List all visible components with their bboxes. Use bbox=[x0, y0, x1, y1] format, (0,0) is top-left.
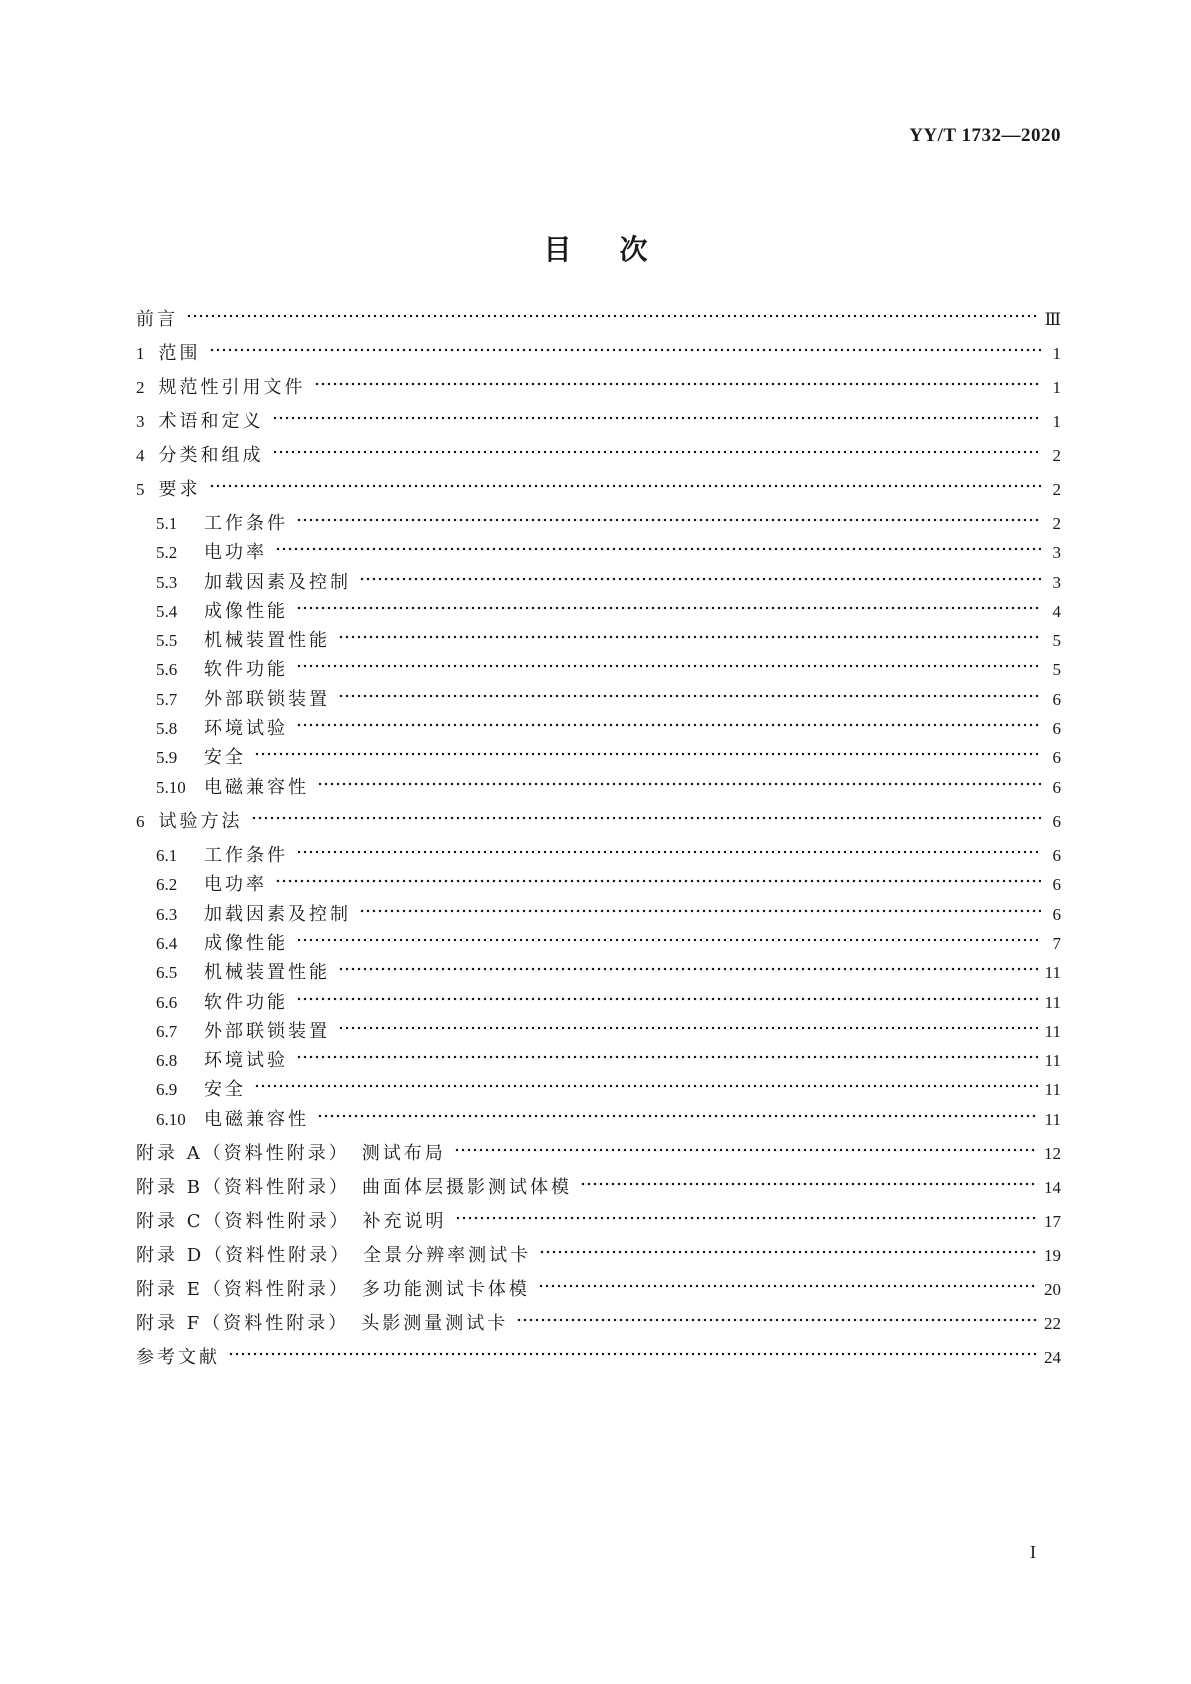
toc-entry-number: 6.4 bbox=[156, 934, 178, 953]
toc-leader-dots bbox=[296, 936, 1041, 944]
toc-entry-number: 5.1 bbox=[156, 514, 178, 533]
toc-entry-title: 电功率 bbox=[204, 542, 267, 563]
toc-entry-page: 6 bbox=[1052, 812, 1061, 831]
toc-entry[interactable] bbox=[136, 1209, 1061, 1235]
toc-entry[interactable] bbox=[156, 657, 1061, 683]
toc-leader-dots bbox=[338, 633, 1041, 641]
toc-entry[interactable] bbox=[156, 687, 1061, 713]
toc-entry-page: 2 bbox=[1052, 514, 1061, 533]
toc-entry-page: 7 bbox=[1052, 934, 1061, 953]
toc-entry-page: 5 bbox=[1052, 631, 1061, 650]
toc-entry-number: 6.5 bbox=[156, 963, 178, 982]
toc-entry-title: 安全 bbox=[204, 747, 246, 768]
toc-entry-number: 6.10 bbox=[156, 1110, 186, 1129]
toc-entry-number: 6.8 bbox=[156, 1051, 178, 1070]
toc-entry-number: 6 bbox=[136, 812, 145, 831]
toc-leader-dots bbox=[538, 1282, 1038, 1290]
toc-entry[interactable] bbox=[156, 902, 1061, 928]
toc-entry-page: 2 bbox=[1052, 480, 1061, 499]
toc-leader-dots bbox=[338, 692, 1041, 700]
toc-entry[interactable] bbox=[156, 1019, 1061, 1045]
toc-entry-page: 6 bbox=[1052, 748, 1061, 767]
toc-leader-dots bbox=[254, 750, 1041, 758]
toc-entry-page: 4 bbox=[1052, 602, 1061, 621]
toc-leader-dots bbox=[296, 662, 1041, 670]
toc-entry-page: 19 bbox=[1044, 1246, 1061, 1265]
toc-entry[interactable] bbox=[136, 809, 1061, 835]
toc-entry-page: 5 bbox=[1052, 660, 1061, 679]
toc-entry-title: 电磁兼容性 bbox=[204, 1109, 309, 1130]
toc-entry-title: 工作条件 bbox=[204, 513, 288, 534]
toc-entry-title: 软件功能 bbox=[204, 992, 288, 1013]
toc-entry-page: 11 bbox=[1044, 993, 1061, 1012]
toc-entry[interactable] bbox=[156, 540, 1061, 566]
toc-entry-number: 1 bbox=[136, 344, 145, 363]
toc-entry-page: 3 bbox=[1052, 543, 1061, 562]
toc-entry-title: 规范性引用文件 bbox=[158, 377, 306, 398]
toc-leader-dots bbox=[516, 1316, 1038, 1324]
toc-leader-dots bbox=[454, 1146, 1038, 1154]
toc-entry-page: 6 bbox=[1052, 690, 1061, 709]
toc-entry-number: 6.6 bbox=[156, 993, 178, 1012]
toc-entry-number: 5.9 bbox=[156, 748, 178, 767]
toc-entry-page: 6 bbox=[1052, 846, 1061, 865]
toc-entry-title: 附录 B（资料性附录） 曲面体层摄影测试体模 bbox=[136, 1177, 572, 1198]
toc-entry-title: 分类和组成 bbox=[158, 445, 264, 466]
toc-entry-title: 术语和定义 bbox=[158, 411, 264, 432]
toc-entry-page: 22 bbox=[1044, 1314, 1061, 1333]
toc-leader-dots bbox=[338, 1024, 1039, 1032]
toc-leader-dots bbox=[317, 780, 1041, 788]
toc-leader-dots bbox=[296, 848, 1041, 856]
toc-entry-number: 6.9 bbox=[156, 1080, 178, 1099]
toc-entry[interactable] bbox=[156, 1048, 1061, 1074]
toc-entry-title: 参考文献 bbox=[136, 1347, 220, 1368]
toc-entry-page: 11 bbox=[1044, 1110, 1061, 1129]
toc-entry-page: 2 bbox=[1052, 446, 1061, 465]
toc-leader-dots bbox=[359, 907, 1041, 915]
toc-entry-title: 工作条件 bbox=[204, 845, 288, 866]
toc-entry-number: 5 bbox=[136, 480, 145, 499]
table-of-contents bbox=[136, 0, 1061, 1684]
toc-entry[interactable] bbox=[156, 1077, 1061, 1103]
toc-entry-title: 范围 bbox=[158, 343, 201, 364]
toc-entry-page: 24 bbox=[1044, 1348, 1061, 1367]
toc-leader-dots bbox=[251, 814, 1042, 822]
toc-leader-dots bbox=[275, 545, 1041, 553]
toc-leader-dots bbox=[272, 448, 1042, 456]
toc-entry-number: 6.3 bbox=[156, 905, 178, 924]
toc-entry-number: 5.7 bbox=[156, 690, 178, 709]
toc-entry-title: 成像性能 bbox=[204, 601, 288, 622]
toc-leader-dots bbox=[296, 516, 1041, 524]
toc-entry[interactable] bbox=[156, 570, 1061, 596]
toc-leader-dots bbox=[296, 1053, 1039, 1061]
toc-entry[interactable] bbox=[136, 1175, 1061, 1201]
toc-leader-dots bbox=[580, 1180, 1038, 1188]
toc-entry[interactable] bbox=[156, 775, 1061, 801]
toc-entry[interactable] bbox=[136, 307, 1061, 333]
toc-entry-title: 环境试验 bbox=[204, 1050, 288, 1071]
page-number: I bbox=[1030, 1542, 1036, 1562]
toc-entry[interactable] bbox=[136, 409, 1061, 435]
toc-entry-title: 前言 bbox=[136, 309, 178, 330]
toc-entry-number: 6.2 bbox=[156, 875, 178, 894]
toc-entry-page: 6 bbox=[1052, 875, 1061, 894]
toc-entry-title: 加载因素及控制 bbox=[204, 904, 351, 925]
toc-entry-number: 3 bbox=[136, 412, 145, 431]
toc-entry-number: 5.10 bbox=[156, 778, 186, 797]
toc-leader-dots bbox=[209, 346, 1042, 354]
toc-entry[interactable] bbox=[136, 1277, 1061, 1303]
toc-entry-number: 2 bbox=[136, 378, 145, 397]
toc-entry[interactable] bbox=[156, 931, 1061, 957]
toc-entry-page: 6 bbox=[1052, 905, 1061, 924]
toc-leader-dots bbox=[209, 482, 1042, 490]
toc-entry[interactable] bbox=[156, 990, 1061, 1016]
toc-entry-page: 17 bbox=[1044, 1212, 1061, 1231]
toc-leader-dots bbox=[275, 877, 1041, 885]
toc-entry-page: 6 bbox=[1052, 719, 1061, 738]
toc-entry-title: 附录 C（资料性附录） 补充说明 bbox=[136, 1211, 447, 1232]
toc-leader-dots bbox=[539, 1248, 1038, 1256]
toc-entry-number: 6.1 bbox=[156, 846, 178, 865]
toc-entry-page: 11 bbox=[1044, 1051, 1061, 1070]
toc-entry-title: 试验方法 bbox=[158, 811, 243, 832]
toc-entry[interactable] bbox=[156, 872, 1061, 898]
toc-entry[interactable] bbox=[136, 375, 1061, 401]
toc-leader-dots bbox=[296, 995, 1039, 1003]
toc-entry[interactable] bbox=[156, 843, 1061, 869]
toc-entry-title: 附录 A（资料性附录） 测试布局 bbox=[136, 1143, 446, 1164]
toc-entry-number: 5.6 bbox=[156, 660, 178, 679]
toc-entry[interactable] bbox=[136, 1141, 1061, 1167]
toc-entry[interactable] bbox=[136, 477, 1061, 503]
toc-entry[interactable] bbox=[156, 716, 1061, 742]
toc-entry-page: 11 bbox=[1044, 1022, 1061, 1041]
toc-entry[interactable] bbox=[136, 443, 1061, 469]
toc-entry-title: 附录 D（资料性附录） 全景分辨率测试卡 bbox=[136, 1245, 532, 1266]
toc-entry-title: 电功率 bbox=[204, 874, 267, 895]
toc-leader-dots bbox=[296, 721, 1041, 729]
toc-entry-page: 3 bbox=[1052, 573, 1061, 592]
toc-entry[interactable] bbox=[156, 960, 1061, 986]
toc-entry-title: 附录 F（资料性附录） 头影测量测试卡 bbox=[136, 1313, 509, 1334]
toc-entry[interactable] bbox=[156, 599, 1061, 625]
toc-entry-number: 5.5 bbox=[156, 631, 178, 650]
toc-entry[interactable] bbox=[156, 745, 1061, 771]
toc-leader-dots bbox=[359, 575, 1041, 583]
toc-entry-title: 安全 bbox=[204, 1079, 246, 1100]
toc-entry-page: 20 bbox=[1044, 1280, 1061, 1299]
toc-entry-page: 11 bbox=[1044, 1080, 1061, 1099]
toc-entry[interactable] bbox=[136, 1243, 1061, 1269]
toc-entry[interactable] bbox=[156, 511, 1061, 537]
toc-title: 目次 bbox=[543, 233, 696, 266]
toc-leader-dots bbox=[228, 1350, 1038, 1358]
toc-entry-title: 成像性能 bbox=[204, 933, 288, 954]
toc-leader-dots bbox=[272, 414, 1042, 422]
toc-entry-number: 4 bbox=[136, 446, 145, 465]
toc-entry-page: 12 bbox=[1044, 1144, 1061, 1163]
toc-entry-title: 环境试验 bbox=[204, 718, 288, 739]
standard-code: YY/T 1732—2020 bbox=[909, 125, 1061, 146]
toc-leader-dots bbox=[296, 604, 1041, 612]
toc-entry-title: 机械装置性能 bbox=[204, 962, 330, 983]
toc-entry-number: 5.2 bbox=[156, 543, 178, 562]
toc-entry-number: 5.3 bbox=[156, 573, 178, 592]
toc-entry[interactable] bbox=[136, 1311, 1061, 1337]
toc-leader-dots bbox=[314, 380, 1042, 388]
toc-entry[interactable] bbox=[156, 628, 1061, 654]
toc-entry[interactable] bbox=[136, 1345, 1061, 1371]
toc-entry-title: 机械装置性能 bbox=[204, 630, 330, 651]
toc-entry-title: 加载因素及控制 bbox=[204, 572, 351, 593]
toc-leader-dots bbox=[338, 965, 1039, 973]
toc-entry[interactable] bbox=[156, 1107, 1061, 1133]
toc-leader-dots bbox=[186, 312, 1039, 320]
toc-entry-page: Ⅲ bbox=[1044, 310, 1061, 329]
toc-entry[interactable] bbox=[136, 341, 1061, 367]
toc-leader-dots bbox=[455, 1214, 1039, 1222]
toc-entry-title: 软件功能 bbox=[204, 659, 288, 680]
toc-entry-title: 附录 E（资料性附录） 多功能测试卡体模 bbox=[136, 1279, 530, 1300]
toc-entry-page: 6 bbox=[1052, 778, 1061, 797]
toc-entry-title: 外部联锁装置 bbox=[204, 1021, 330, 1042]
toc-entry-number: 5.8 bbox=[156, 719, 178, 738]
toc-entry-title: 电磁兼容性 bbox=[204, 777, 309, 798]
toc-entry-title: 要求 bbox=[158, 479, 201, 500]
toc-entry-page: 1 bbox=[1052, 344, 1061, 363]
toc-entry-page: 1 bbox=[1052, 412, 1061, 431]
toc-entry-number: 6.7 bbox=[156, 1022, 178, 1041]
toc-entry-page: 14 bbox=[1044, 1178, 1061, 1197]
toc-entry-number: 5.4 bbox=[156, 602, 178, 621]
toc-leader-dots bbox=[317, 1112, 1039, 1120]
toc-entry-page: 11 bbox=[1044, 963, 1061, 982]
toc-entry-title: 外部联锁装置 bbox=[204, 689, 330, 710]
toc-leader-dots bbox=[254, 1082, 1039, 1090]
toc-entry-page: 1 bbox=[1052, 378, 1061, 397]
